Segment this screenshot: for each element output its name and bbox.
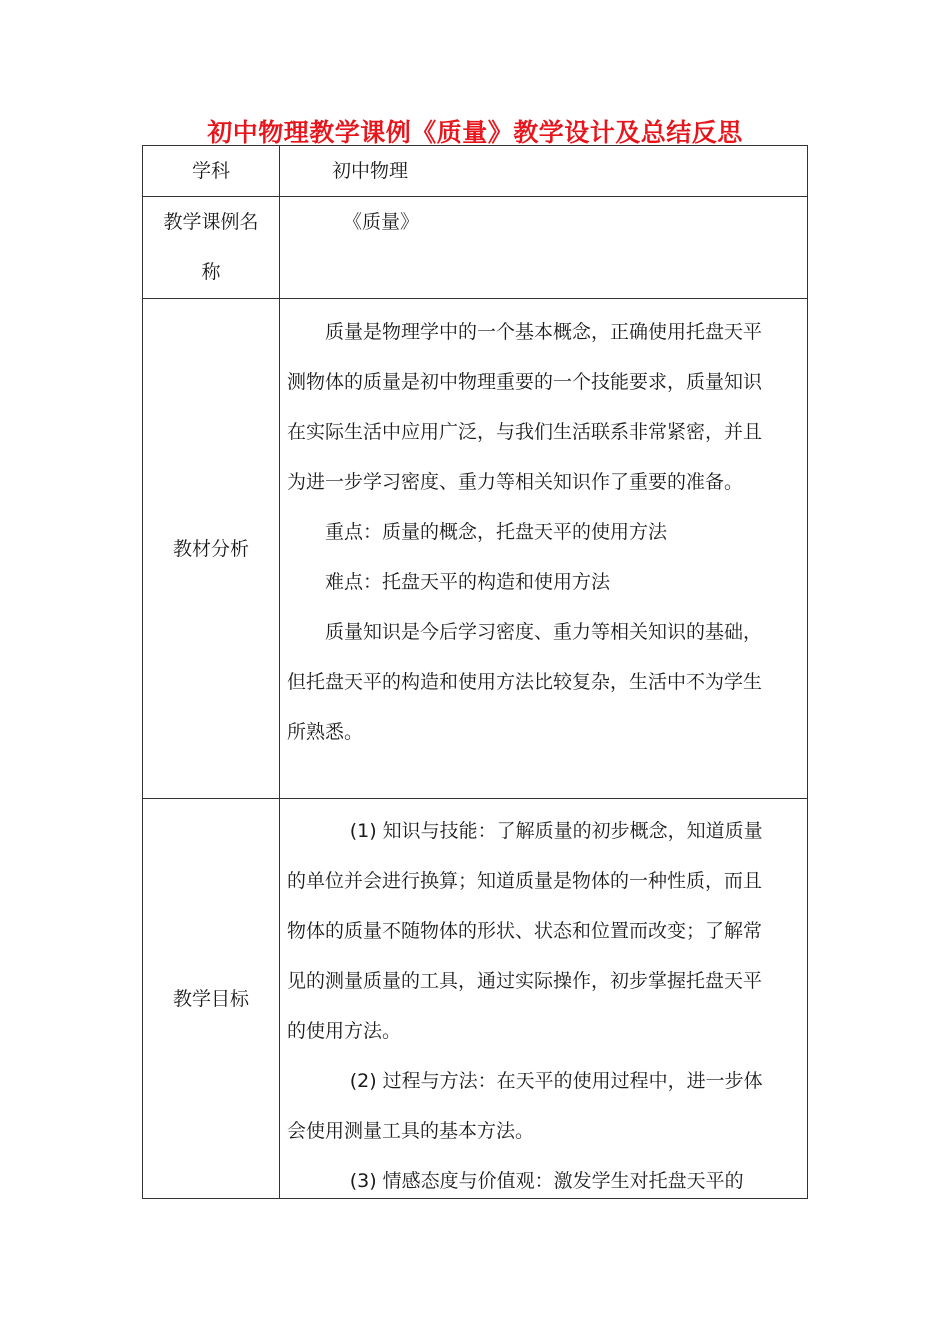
analysis-line: 质量是物理学中的一个基本概念，正确使用托盘天平 [325, 321, 763, 343]
table-row-goals [142, 799, 808, 1199]
analysis-line: 质量知识是今后学习密度、重力等相关知识的基础， [325, 621, 763, 643]
document-title: 初中物理教学课例《质量》教学设计及总结反思 [207, 118, 743, 147]
goals-line: 会使用测量工具的基本方法。 [287, 1120, 535, 1142]
goals-line: 物体的质量不随物体的形状、状态和位置而改变；了解常 [287, 920, 763, 942]
goals-line: (2) 过程与方法：在天平的使用过程中，进一步体 [349, 1070, 763, 1092]
goals-line: (3) 情感态度与价值观：激发学生对托盘天平的 [349, 1170, 744, 1192]
goals-label: 教学目标 [143, 799, 280, 1198]
goals-line: 的单位并会进行换算；知道质量是物体的一种性质，而且 [287, 870, 763, 892]
lesson-label [143, 197, 280, 298]
analysis-line: 在实际生活中应用广泛，与我们生活联系非常紧密，并且 [287, 421, 763, 443]
subject-value: 初中物理 [332, 160, 409, 182]
analysis-difficulty: 难点：托盘天平的构造和使用方法 [325, 571, 611, 593]
goals-line: (1) 知识与技能：了解质量的初步概念，知道质量 [349, 820, 763, 842]
lesson-table [142, 145, 808, 1199]
analysis-line: 所熟悉。 [287, 721, 364, 743]
analysis-key-point: 重点：质量的概念，托盘天平的使用方法 [325, 521, 668, 543]
subject-label: 学科 [143, 146, 280, 196]
table-row-analysis [142, 299, 808, 799]
table-row-subject [142, 145, 808, 197]
analysis-line: 测物体的质量是初中物理重要的一个技能要求，质量知识 [287, 371, 763, 393]
lesson-value: 《质量》 [343, 211, 420, 233]
goals-line: 见的测量质量的工具，通过实际操作，初步掌握托盘天平 [287, 970, 763, 992]
analysis-label: 教材分析 [143, 299, 280, 798]
lesson-label-line-1: 教学课例名 [163, 211, 259, 233]
goals-content [280, 799, 807, 1198]
goals-line: 的使用方法。 [287, 1020, 402, 1042]
table-row-lesson [142, 197, 808, 299]
lesson-label-line-2: 称 [201, 261, 221, 283]
analysis-line: 但托盘天平的构造和使用方法比较复杂，生活中不为学生 [287, 671, 763, 693]
analysis-content [280, 299, 807, 798]
analysis-line: 为进一步学习密度、重力等相关知识作了重要的准备。 [287, 471, 744, 493]
